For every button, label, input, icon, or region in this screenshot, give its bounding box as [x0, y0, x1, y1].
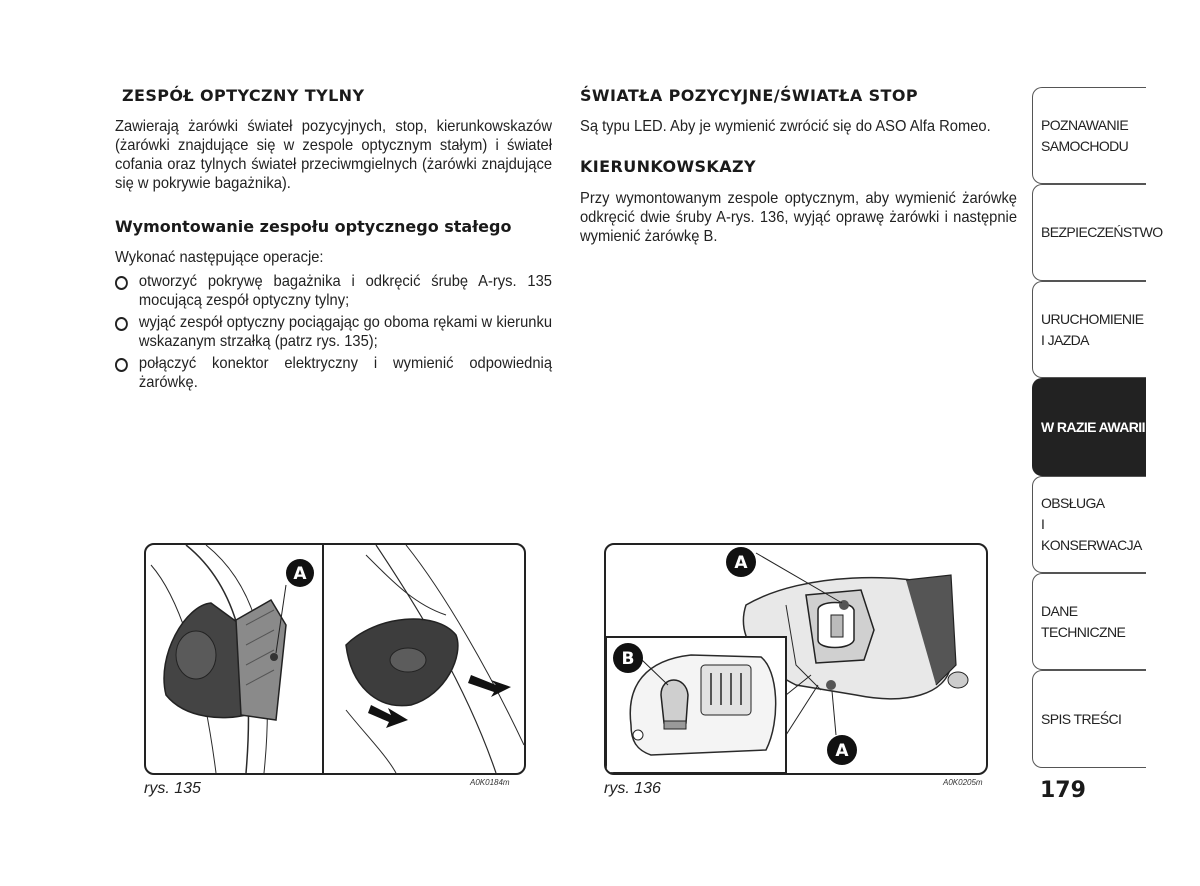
tab-bezpieczenstwo[interactable]: BEZPIECZEŃSTWO: [1032, 184, 1146, 281]
figure-136-caption: rys. 136: [604, 780, 661, 797]
steps-lead: Wykonać następujące operacje:: [115, 249, 324, 266]
step-item: połączyć konektor elektryczny i wymienić odpowiednią żarówkę.: [115, 354, 552, 392]
tab-poznawanie-samochodu[interactable]: POZNAWANIE SAMOCHODU: [1032, 87, 1146, 184]
figure-136: [604, 543, 988, 775]
section-heading-position-stop-lights: ŚWIATŁA POZYCYJNE/ŚWIATŁA STOP: [580, 86, 918, 105]
label-b-text: B: [621, 649, 635, 669]
figure-135: [144, 543, 526, 775]
led-paragraph: Są typu LED. Aby je wymienić zwrócić się do ASO Alfa Romeo.: [580, 118, 991, 135]
page-number: 179: [1040, 778, 1086, 803]
tab-uruchomienie-i-jazda[interactable]: URUCHOMIENIE I JAZDA: [1032, 281, 1146, 378]
bullet-circle-icon: [115, 276, 128, 290]
tab-w-razie-awarii[interactable]: W RAZIE AWARII: [1032, 378, 1146, 476]
subheading-removal: Wymontowanie zespołu optycznego stałego: [115, 217, 512, 236]
figure-135-caption: rys. 135: [144, 780, 201, 797]
tab-spis-tresci[interactable]: SPIS TREŚCI: [1032, 670, 1146, 768]
bullet-circle-icon: [115, 358, 128, 372]
tab-obsluga-i-konserwacja[interactable]: OBSŁUGA I KONSERWACJA: [1032, 476, 1146, 573]
turn-signal-paragraph: Przy wymontowanym zespole optycznym, aby wymienić żarówkę odkręcić dwie śruby A-rys. 136, wyjąć oprawę żarówki i następnie wymienić żarówkę B.: [580, 190, 1017, 245]
section-heading-rear-optical-unit: ZESPÓŁ OPTYCZNY TYLNY: [122, 86, 365, 105]
intro-paragraph: Zawierają żarówki świateł pozycyjnych, stop, kierunkowskazów (żarówki znajdujące się w zespole optycznym stałym) i świateł cofania oraz tylnych świateł przeciwmgielnych (żarówki znajdujące się w pokrywie bagażnika).: [115, 118, 552, 192]
label-a-text-bottom: A: [835, 741, 849, 761]
label-a-text: A: [293, 564, 307, 584]
step-item: wyjąć zespół optyczny pociągając go oboma rękami w kierunku wskazanym strzałką (patrz rys. 135);: [115, 313, 552, 351]
step-item: otworzyć pokrywę bagażnika i odkręcić śrubę A-rys. 135 mocującą zespół optyczny tylny;: [115, 272, 552, 310]
figure-136-code: A0K0205m: [943, 778, 983, 787]
bullet-circle-icon: [115, 317, 128, 331]
tail-light-removal-illustration: [146, 545, 524, 773]
tab-dane-techniczne[interactable]: DANE TECHNICZNE: [1032, 573, 1146, 670]
steps-list: [115, 272, 552, 395]
figure-135-code: A0K0184m: [470, 778, 510, 787]
section-heading-turn-signals: KIERUNKOWSKAZY: [580, 157, 757, 176]
turn-signal-bulb-illustration: [606, 545, 986, 773]
label-a-text-top: A: [734, 553, 748, 573]
